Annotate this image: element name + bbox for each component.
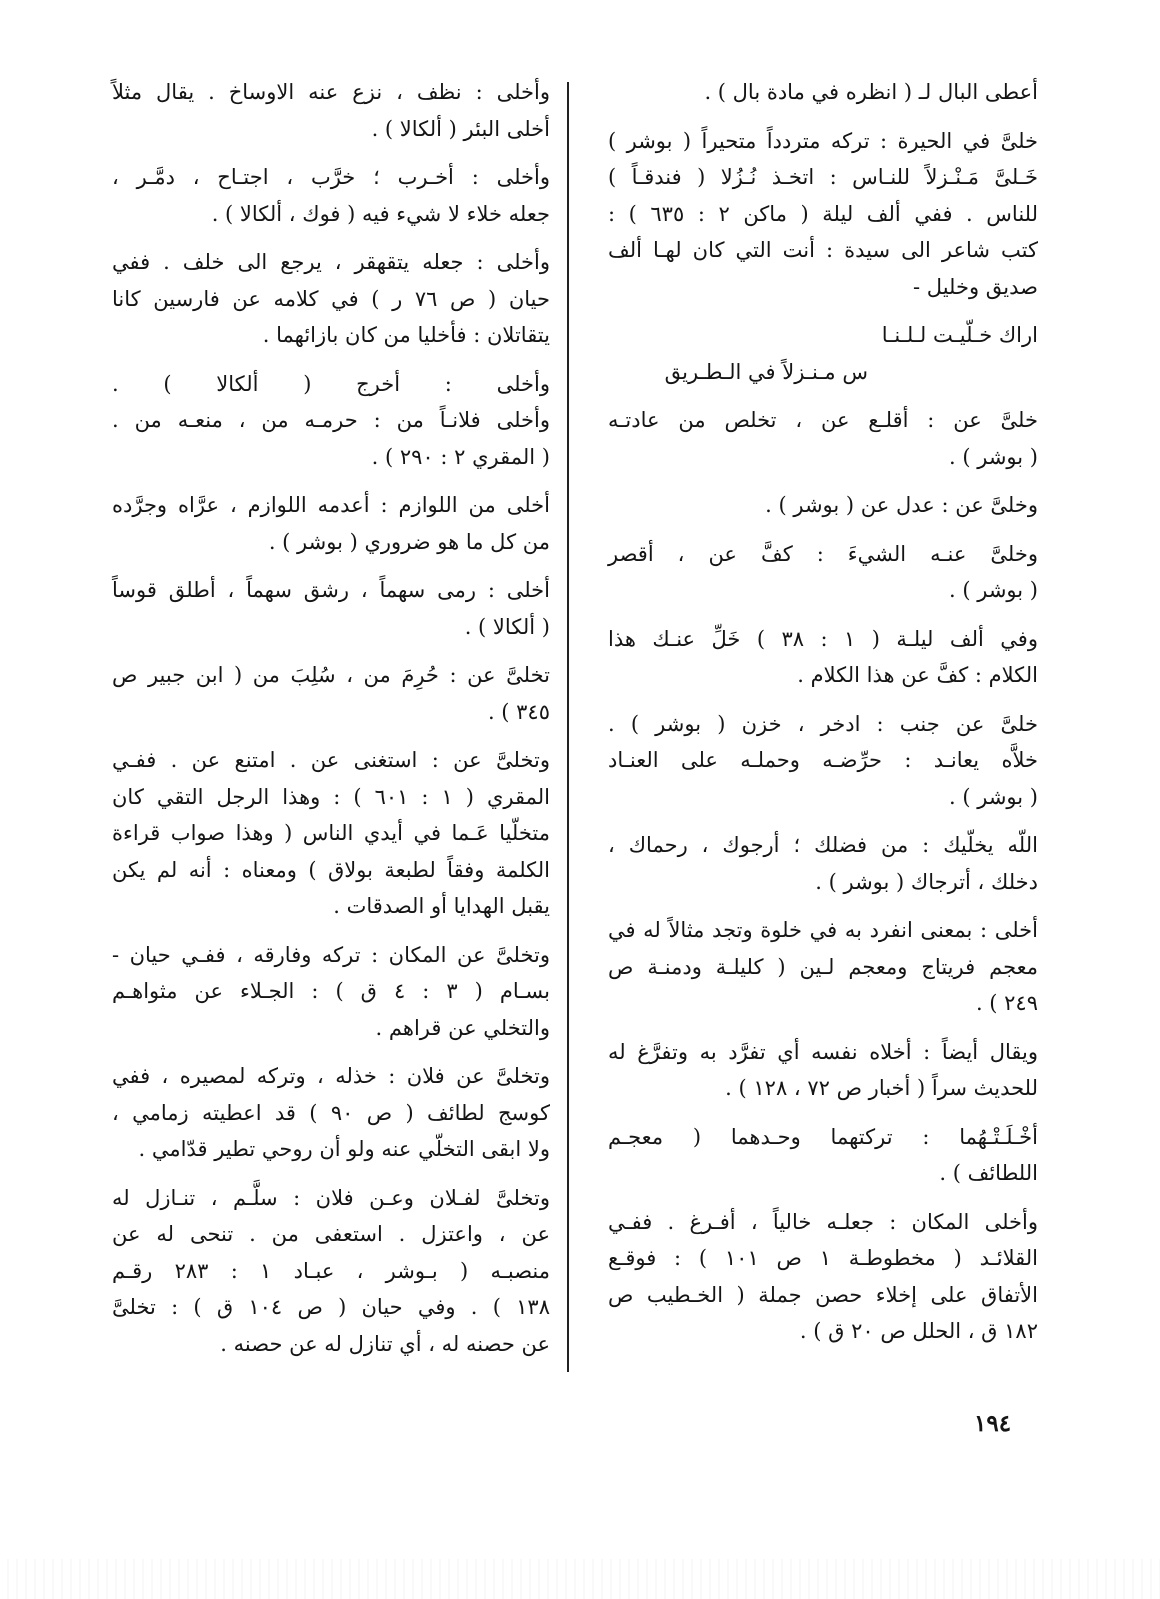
entry-line: للحديث سراً ( أخبار ص ٧٢ ، ١٢٨ ) .	[725, 1076, 1038, 1100]
dictionary-entry	[608, 123, 1038, 306]
dictionary-entry	[112, 159, 550, 232]
entry-line: وتخلىَّ عن : استغنى عن . امتنع عن . ففـي	[112, 748, 550, 772]
dictionary-entry	[112, 487, 550, 560]
entry-line: ويقال أيضاً : أخلاه نفسه أي تفرَّد به وتفرَّغ له	[608, 1039, 1038, 1064]
entry-line: أخلى : بمعنى انفرد به في خلوة وتجد مثالاً له في	[608, 918, 1038, 942]
entry-line: خلىَّ في الحيرة : تركه متردداً متحيراً ( بوشر )	[608, 128, 1038, 153]
dictionary-entry	[112, 1180, 550, 1363]
dictionary-entry	[608, 74, 1038, 111]
dictionary-entry	[608, 706, 1038, 816]
entry-line: وأخلى : نظف ، نزع عنه الاوساخ . يقال مثلاً	[112, 80, 550, 104]
entry-line: اللطائف ) .	[939, 1161, 1038, 1185]
entry-line: حيان ( ص ٧٦ ر ) في كلامه عن فارسين كانا	[112, 286, 551, 311]
entry-line: خَـلىَّ مَـنْـزلاً للنـاس : اتخـذ نُـزُلا ( فندقـاً )	[608, 165, 1038, 189]
entry-line: ٢٤٩ ) .	[975, 991, 1038, 1015]
entry-line: ولا ابقى التخلّي عنه ولو أن روحي تطير قدّامي .	[138, 1137, 550, 1161]
dictionary-entry	[112, 572, 550, 645]
entry-line: متخلّيا عَـما في أيدي الناس ( وهذا صواب قراءة	[112, 821, 550, 845]
dictionary-entry	[112, 1058, 550, 1168]
dictionary-entry	[112, 937, 550, 1047]
dictionary-entry	[608, 536, 1038, 609]
scan-edge	[0, 1559, 1160, 1599]
entry-line: تخلىَّ عن : حُرِمَ من ، سُلِبَ من ( ابن جبير ص	[112, 663, 550, 687]
entry-line: أعطى البال لـ ( انظره في مادة بال ) .	[704, 80, 1038, 104]
entry-line: دخلك ، أترجاك ( بوشر ) .	[815, 869, 1038, 894]
entry-line: أخلى البئر ( ألكالا ) .	[371, 116, 550, 141]
entry-line: أخْـلَـتْـهُما : تركتهما وحـدهما ( معجـم	[608, 1124, 1038, 1149]
entry-line: والتخلي عن قراهم .	[375, 1015, 550, 1040]
dictionary-entry	[112, 742, 550, 925]
dictionary-entry	[608, 1034, 1038, 1107]
entry-line: خلىَّ عن : أقلـع عن ، تخلص من عادتـه	[608, 408, 1038, 432]
entry-line: المقري ( ١ : ٦٠١ ) : وهذا الرجل التقي كان	[112, 784, 550, 809]
entry-line: عن حصنه له ، أي تنازل له عن حصنه .	[220, 1331, 550, 1356]
left-column	[112, 74, 550, 1374]
entry-line: الأتفاق على إخلاء حصن جملة ( الخـطيب ص	[608, 1282, 1038, 1307]
dictionary-entry	[608, 827, 1038, 900]
dictionary-entry	[112, 657, 550, 730]
entry-line: من كل ما هو ضروري ( بوشر ) .	[268, 529, 550, 554]
entry-line: وأخلى : جعله يتقهقر ، يرجع الى خلف . ففي	[112, 250, 550, 274]
column-divider	[567, 82, 569, 1372]
dictionary-entry	[608, 402, 1038, 475]
entry-line: وخلىَّ عن : عدل عن ( بوشر ) .	[765, 493, 1038, 517]
dictionary-entry	[112, 74, 550, 147]
page-number: ١٩٤	[974, 1410, 1012, 1437]
entry-line: الكلام : كفَّ عن هذا الكلام .	[797, 663, 1038, 687]
entry-line: ( بوشر ) .	[949, 784, 1038, 809]
entry-line: كوسج لطائف ( ص ٩٠ ) قد اعطيته زمامي ،	[112, 1100, 550, 1125]
dictionary-entry	[608, 317, 1038, 390]
entry-line: وأخلى : أخرج ( ألكالا ) .	[112, 371, 550, 396]
entry-line: وأخلى : أخـرب ؛ خرَّب ، اجتـاح ، دمَّـر ،	[112, 165, 550, 189]
entry-line: ١٨٢ ق ، الحلل ص ٢٠ ق ) .	[799, 1319, 1038, 1343]
entry-line: وتخلىَّ عن المكان : تركه وفارقه ، ففـي حيان -	[112, 942, 550, 967]
entry-line: س مـنـزلاً في الـطـريق	[664, 359, 868, 384]
entry-line: منصبـه ( بـوشر ، عبـاد ١ : ٢٨٣ رقـم	[112, 1258, 550, 1283]
entry-line: اراك خـلّيـت لـلـنـا	[881, 323, 1038, 347]
entry-line: خلىَّ عن جنب : ادخر ، خزن ( بوشر ) .	[608, 711, 1038, 736]
entry-line: عن ، واعتزل . استعفى من . تنحى له عن	[112, 1222, 550, 1246]
entry-line: ٣٤٥ ) .	[487, 699, 550, 724]
dictionary-entry	[608, 912, 1038, 1022]
dictionary-entry	[608, 1119, 1038, 1192]
entry-line: بسـام ( ٣ : ٤ ق ) : الجـلاء عن مثواهـم	[112, 979, 550, 1003]
entry-line: وخلىَّ عنـه الشيءَ : كفَّ عن ، أقصر	[608, 541, 1038, 566]
entry-line: خلاَّه يعانـد : حرِّضـه وحملـه على العنـاد	[608, 748, 1038, 772]
entry-line: وأخلى فلانـاً من : حرمـه من ، منعـه من .	[112, 408, 550, 432]
entry-line: ( ألكالا ) .	[464, 614, 550, 639]
right-column	[608, 74, 1038, 1362]
entry-line: ( بوشر ) .	[949, 578, 1038, 602]
dictionary-entry	[112, 244, 550, 354]
entry-line: وتخلىَّ لفـلان وعـن فلان : سلَّـم ، تنـازل له	[112, 1185, 550, 1210]
entry-line: صديق وخليل -	[913, 274, 1038, 299]
entry-line: وفي ألف ليلـة ( ١ : ٣٨ ) خَلِّ عنـك هذا	[608, 626, 1038, 651]
entry-line: ١٣٨ ) . وفي حيان ( ص ١٠٤ ق ) : تخلىَّ	[112, 1295, 550, 1319]
entry-line: القلائـد ( مخطوطـة ١ ص ١٠١ ) : فوقـع	[608, 1246, 1038, 1270]
entry-line: للناس . ففي ألف ليلة ( ماكن ٢ : ٦٣٥ ) :	[608, 201, 1039, 226]
entry-line: يقبل الهدايا أو الصدقات .	[333, 894, 550, 918]
entry-line: وتخلىَّ عن فلان : خذله ، وتركه لمصيره ، ففي	[112, 1064, 550, 1088]
dictionary-entry	[112, 366, 550, 476]
dictionary-entry	[608, 1204, 1038, 1350]
entry-line: أخلى : رمى سهماً ، رشق سهماً ، أطلق قوساً	[112, 578, 550, 602]
entry-line: معجم فريتاج ومعجم لـين ( كليلـة ودمنـة ص	[608, 954, 1038, 979]
entry-line: الكلمة وفقاً لطبعة بولاق ) ومعناه : أنه لم يكن	[112, 857, 550, 882]
entry-line: يتقاتلان : فأخليا من كان بازائهما .	[262, 323, 550, 347]
entry-line: كتب شاعر الى سيدة : أنت التي كان لهـا ألف	[608, 238, 1038, 262]
dictionary-entry	[608, 487, 1038, 524]
entry-line: ( المقري ٢ : ٢٩٠ ) .	[371, 444, 550, 469]
entry-line: وأخلى المكان : جعلـه خالياً ، أفـرغ . ففـي	[608, 1209, 1038, 1234]
entry-line: أخلى من اللوازم : أعدمه اللوازم ، عرَّاه وجرَّده	[112, 493, 550, 517]
entry-line: اللّه يخلّيك : من فضلك ؛ أرجوك ، رحماك ،	[608, 833, 1038, 857]
entry-line: جعله خلاء لا شيء فيه ( فوك ، ألكالا ) .	[211, 201, 550, 226]
dictionary-entry	[608, 621, 1038, 694]
entry-line: ( بوشر ) .	[949, 444, 1038, 469]
